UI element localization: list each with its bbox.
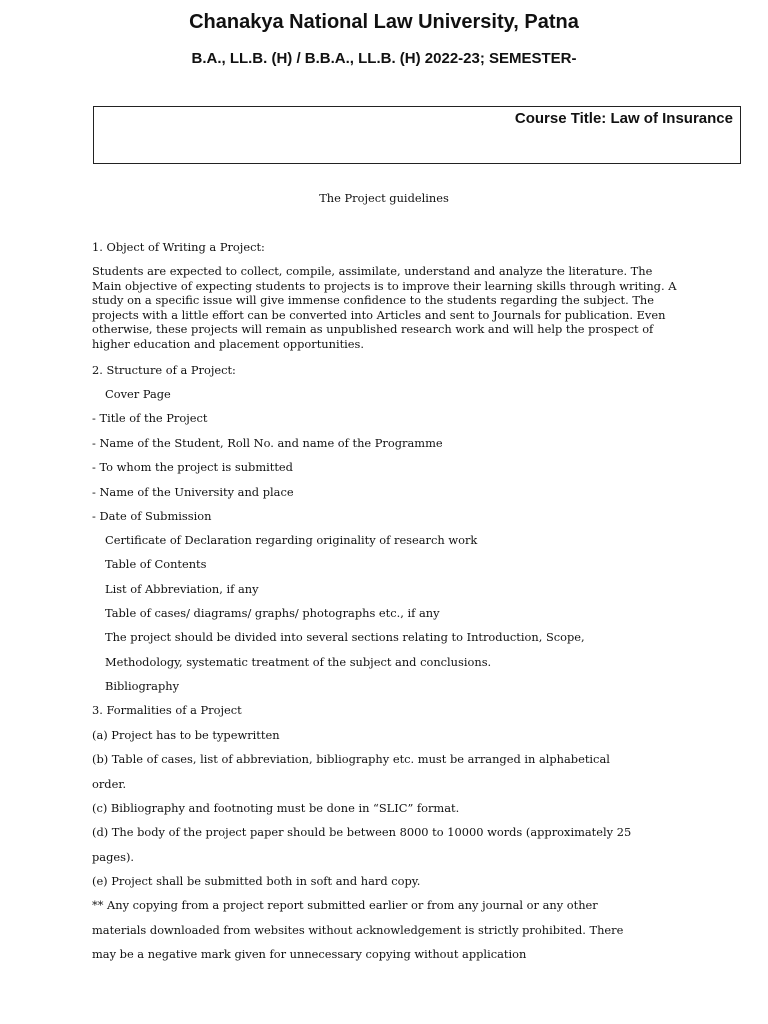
- section-1-heading: 1. Object of Writing a Project:: [92, 240, 265, 254]
- formality-line: (a) Project has to be typewritten: [92, 728, 280, 742]
- structure-item: Bibliography: [105, 679, 180, 693]
- formality-line: (c) Bibliography and footnoting must be done in “SLIC” format.: [92, 801, 460, 815]
- formality-line: (e) Project shall be submitted both in soft and hard copy.: [92, 874, 421, 888]
- university-title: Chanakya National Law University, Patna: [189, 11, 579, 33]
- structure-item: List of Abbreviation, if any: [105, 582, 259, 596]
- formality-line: (d) The body of the project paper should be between 8000 to 10000 words (approximately 25: [92, 825, 632, 839]
- structure-item: - Date of Submission: [92, 509, 212, 523]
- program-subtitle: B.A., LL.B. (H) / B.B.A., LL.B. (H) 2022-23; SEMESTER-: [191, 50, 577, 67]
- course-title-box: [93, 106, 741, 164]
- course-title: Course Title: Law of Insurance: [514, 110, 733, 127]
- note-line: ** Any copying from a project report submitted earlier or from any journal or any other: [92, 898, 598, 912]
- structure-item: - Title of the Project: [92, 411, 208, 425]
- structure-item: Table of cases/ diagrams/ graphs/ photographs etc., if any: [105, 606, 440, 620]
- structure-item: - Name of the University and place: [92, 485, 294, 499]
- guidelines-heading: The Project guidelines: [319, 191, 449, 205]
- formality-line: pages).: [92, 850, 135, 864]
- structure-item: - To whom the project is submitted: [92, 460, 293, 474]
- structure-item: Methodology, systematic treatment of the subject and conclusions.: [105, 655, 492, 669]
- note-line: may be a negative mark given for unnecessary copying without application: [92, 947, 527, 961]
- structure-item: Certificate of Declaration regarding originality of research work: [105, 533, 478, 547]
- formality-line: (b) Table of cases, list of abbreviation, bibliography etc. must be arranged in alphabetical: [92, 752, 610, 766]
- structure-item: The project should be divided into several sections relating to Introduction, Scope,: [105, 630, 585, 644]
- section-2-heading: 2. Structure of a Project:: [92, 363, 236, 377]
- structure-item: Cover Page: [105, 387, 171, 401]
- formality-line: order.: [92, 777, 127, 791]
- structure-item: Table of Contents: [105, 557, 207, 571]
- section-3-heading: 3. Formalities of a Project: [92, 703, 242, 717]
- section-1-paragraph: Students are expected to collect, compile, assimilate, understand and analyze the literature. The Main objective of expecting students to projects is to improve their learning skills through writing. A study on a specific issue will give immense confidence to the students regarding the subject. The projects with a little effort can be converted into Articles and sent to Journals for publication. Even otherwise, these projects will remain as unpublished research work and will help the prospect of higher education and placement opportunities.: [92, 264, 677, 351]
- note-line: materials downloaded from websites without acknowledgement is strictly prohibited. There: [92, 923, 624, 937]
- structure-item: - Name of the Student, Roll No. and name of the Programme: [92, 436, 443, 450]
